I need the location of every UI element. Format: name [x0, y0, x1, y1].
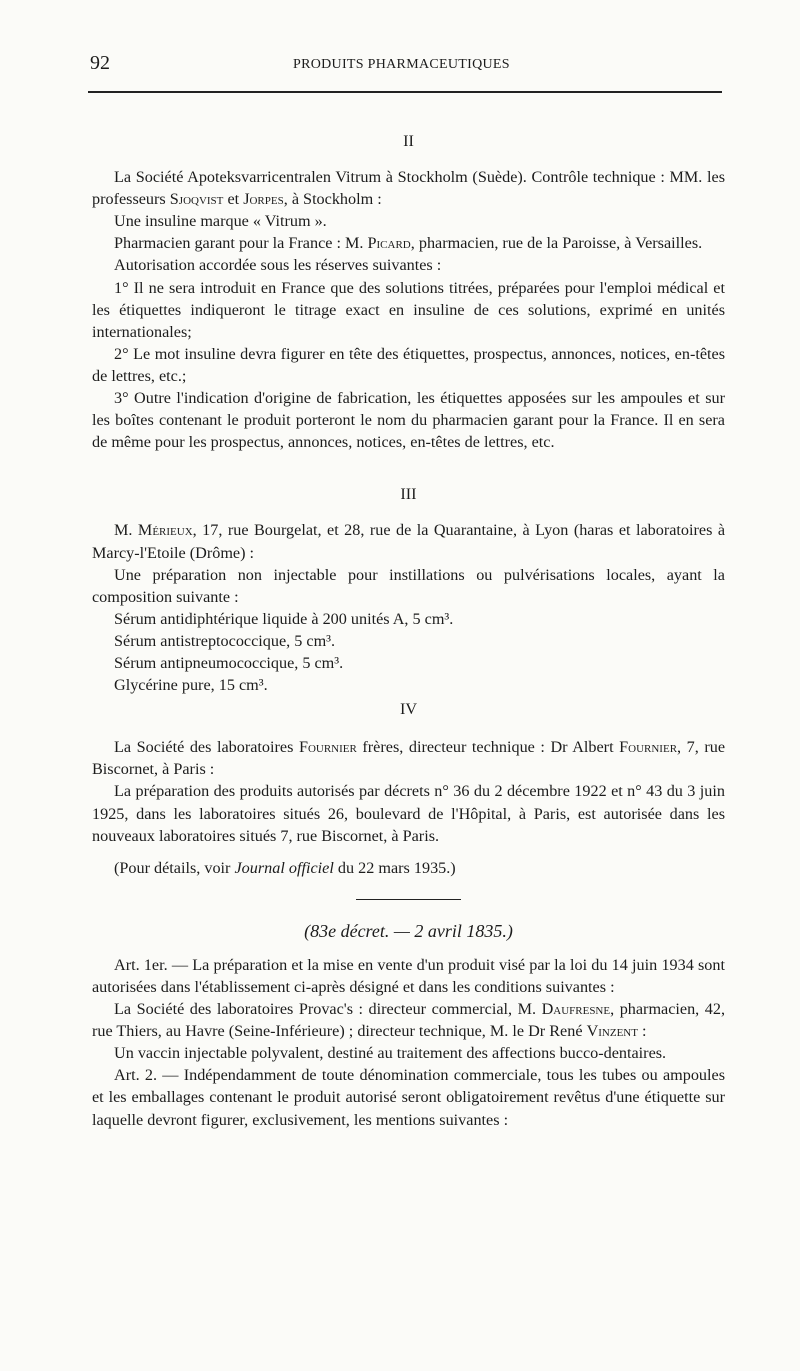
paragraph: Une insuline marque « Vitrum ».	[114, 212, 327, 231]
running-title: PRODUITS PHARMACEUTIQUES	[293, 57, 510, 72]
paragraph	[92, 736, 725, 780]
page-body	[92, 130, 725, 1131]
text: La Société des laboratoires Provac's : directeur commercial, M.	[114, 1000, 537, 1019]
text: La Société des laboratoires	[114, 738, 294, 757]
paragraph: Art. 2. — Indépendamment de toute dénomination commerciale, tous les tubes ou ampoules et les emballages contenant le produit autorisé seront obligatoirement revêtus d'une étiquette sur laquelle devront figurer, exclusivement, les mentions suivantes :	[92, 1066, 725, 1129]
text: :	[642, 1022, 647, 1041]
paragraph: Une préparation non injectable pour instillations ou pulvérisations locales, ayant la composition suivante :	[92, 565, 725, 606]
paragraph	[92, 519, 725, 563]
paragraph: 3° Outre l'indication d'origine de fabrication, les étiquettes apposées sur les ampoules et sur les boîtes contenant le produit porteront le nom du pharmacien garant pour la France. Il en sera de même pour les prospectus, annonces, notices, en-têtes de lettres, etc.	[92, 389, 725, 452]
text: Pharmacien garant pour la France : M.	[114, 234, 364, 253]
text: , à Stockholm :	[283, 190, 382, 209]
text: , pharmacien, 42, rue Thiers, au Havre (Seine-Inférieure) ; directeur technique, M. le Dr René	[92, 1000, 725, 1041]
text: M.	[114, 521, 133, 540]
paragraph: Un vaccin injectable polyvalent, destiné au traitement des affections bucco-dentaires.	[114, 1044, 667, 1063]
paragraph	[92, 857, 725, 879]
journal-title: Journal officiel	[234, 858, 334, 877]
section-numeral-iii: III	[400, 485, 417, 504]
text: , 7, rue Biscornet, à Paris :	[92, 738, 726, 779]
page-header	[0, 0, 800, 95]
paragraph: 2° Le mot insuline devra figurer en tête des étiquettes, prospectus, annonces, notices, en-têtes de lettres, etc.;	[92, 344, 725, 385]
list-item: Glycérine pure, 15 cm³.	[114, 676, 268, 695]
paragraph	[92, 998, 725, 1042]
paragraph: 1° Il ne sera introduit en France que des solutions titrées, préparées pour l'emploi médical et les étiquettes indiqueront le titrage exact en insuline de ces solutions, exprimé en unités internationales;	[92, 278, 725, 341]
list-item: Sérum antistreptococcique, 5 cm³.	[114, 631, 336, 650]
text: (Pour détails, voir	[114, 858, 231, 877]
text: du 22 mars 1935.)	[337, 858, 456, 877]
person-name: Fournier	[619, 738, 678, 757]
text: La Société Apoteksvarricentralen Vitrum à Stockholm (Suède). Contrôle technique : MM. les professeurs	[92, 168, 725, 209]
section-numeral-ii: II	[403, 132, 414, 150]
person-name: Picard	[367, 234, 411, 253]
text: frères, directeur technique : Dr Albert	[362, 738, 614, 757]
text: , 17, rue Bourgelat, et 28, rue de la Quarantaine, à Lyon (haras et laboratoires à Marcy-l'Etoile (Drôme) :	[92, 521, 726, 562]
decree-title: (83e décret. — 2 avril 1835.)	[304, 920, 513, 941]
list-item: Sérum antidiphtérique liquide à 200 unités A, 5 cm³.	[114, 609, 454, 628]
text: et	[227, 190, 240, 209]
page-number: 92	[90, 52, 110, 74]
section-numeral-iv: IV	[399, 700, 418, 719]
paragraph: Autorisation accordée sous les réserves suivantes :	[114, 256, 442, 275]
text: , pharmacien, rue de la Paroisse, à Versailles.	[410, 234, 703, 253]
person-name: Vinzent	[586, 1022, 638, 1041]
list-item: Sérum antipneumococcique, 5 cm³.	[114, 653, 344, 672]
person-name: Jorpes	[243, 190, 284, 209]
person-name: Daufresne	[541, 1000, 611, 1019]
paragraph: La préparation des produits autorisés par décrets n° 36 du 2 décembre 1922 et n° 43 du 3 juin 1925, dans les laboratoires situés 26, boulevard de l'Hôpital, à Paris, est autorisée dans les nouveaux laboratoires situés 7, rue Biscornet, à Paris.	[92, 782, 725, 845]
paragraph	[92, 166, 725, 210]
paragraph	[92, 232, 725, 254]
person-name: Fournier	[298, 738, 357, 757]
paragraph: Art. 1er. — La préparation et la mise en vente d'un produit visé par la loi du 14 juin 1934 sont autorisées dans l'établissement ci-après désigné et dans les conditions suivantes :	[92, 955, 725, 996]
header-rule	[88, 91, 722, 93]
separator-rule	[356, 899, 461, 900]
person-name: Mérieux	[137, 521, 193, 540]
person-name: Sjoqvist	[169, 190, 224, 209]
